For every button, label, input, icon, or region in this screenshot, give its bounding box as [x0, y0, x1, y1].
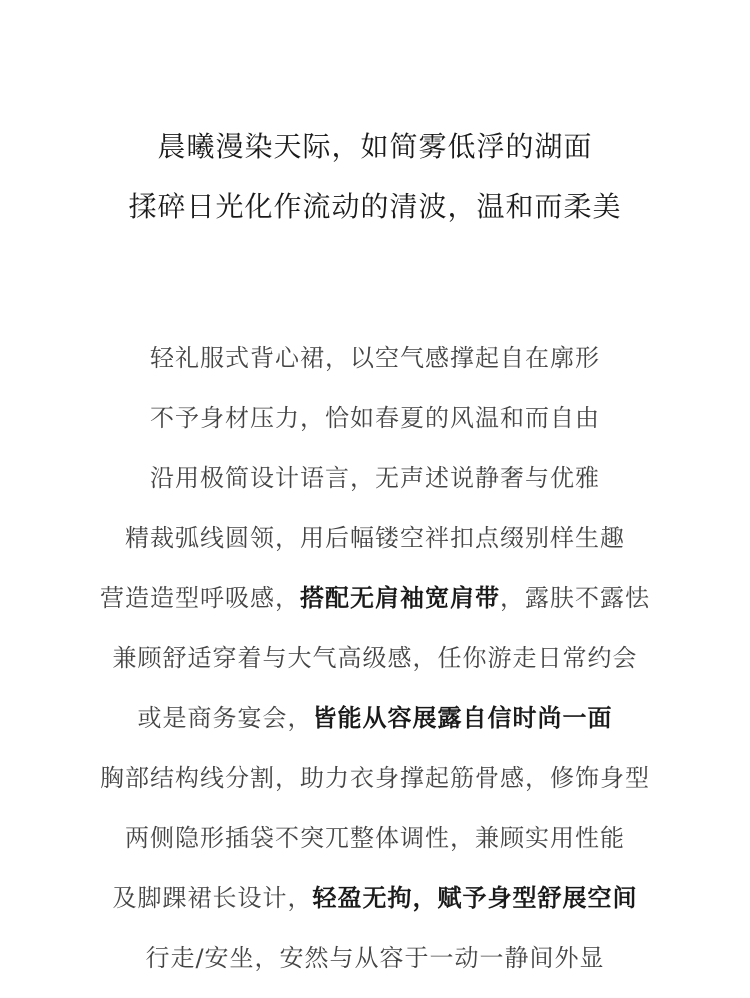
description-line-7-highlight: 皆能从容展露自信时尚一面 [312, 704, 613, 732]
description-line-5-highlight: 搭配无肩袖宽肩带 [300, 584, 500, 612]
description-line-2: 不予身材压力，恰如春夏的风温和而自由 [150, 404, 600, 432]
description-line-10-highlight: 轻盈无拘，赋予身型舒展空间 [312, 884, 638, 912]
description-line-5-part-2: ，露肤不露怯 [500, 584, 650, 612]
description-line-3: 沿用极简设计语言，无声述说静奢与优雅 [150, 464, 600, 492]
description-line-9: 两侧隐形插袋不突兀整体调性，兼顾实用性能 [125, 824, 625, 852]
description-line-1: 轻礼服式背心裙，以空气感撑起自在廓形 [150, 344, 600, 372]
description-line-8: 胸部结构线分割，助力衣身撑起筋骨感，修饰身型 [100, 764, 650, 792]
headline-line-1: 晨曦漫染天际，如简雾低浮的湖面 [157, 130, 593, 163]
description-line-5-part-1: 营造造型呼吸感， [100, 584, 300, 612]
description-block [0, 338, 750, 998]
headline-line-2: 揉碎日光化作流动的清波，温和而柔美 [128, 190, 622, 223]
description-line-6: 兼顾舒适穿着与大气高级感，任你游走日常约会 [112, 644, 638, 672]
description-line-7-part-1: 或是商务宴会， [137, 704, 313, 732]
description-line-10-part-1: 及脚踝裙长设计， [112, 884, 313, 912]
description-line-5 [0, 578, 750, 638]
description-line-10 [0, 878, 750, 938]
description-line-4: 精裁弧线圆领，用后幅镂空袢扣点缀别样生趣 [125, 524, 625, 552]
description-line-7 [0, 698, 750, 758]
description-line-11: 行走/安坐，安然与从容于一动一静间外显 [145, 944, 605, 972]
